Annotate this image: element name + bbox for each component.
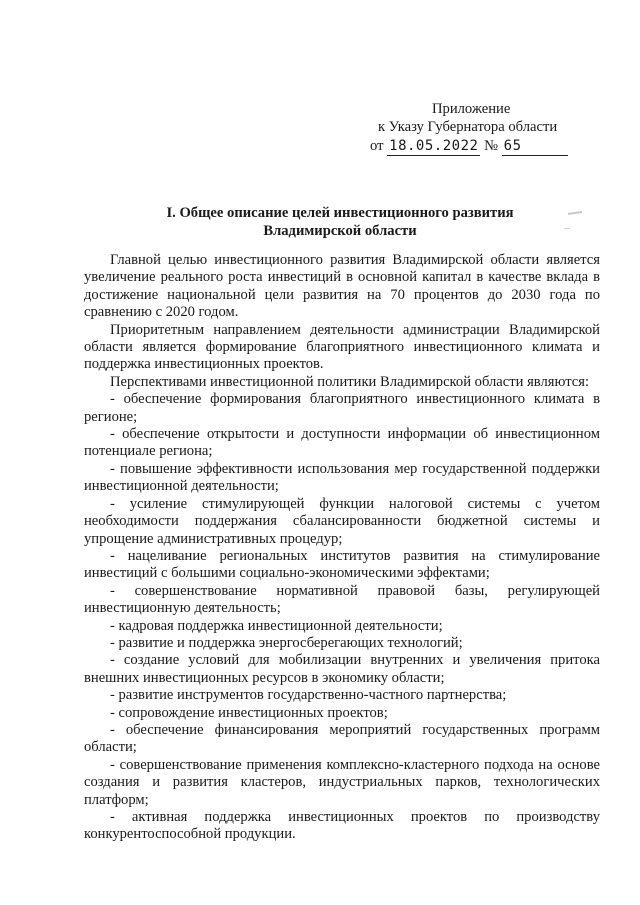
appendix-label: Приложение [432, 101, 511, 117]
paragraph: Перспективами инвестиционной политики Владимирской области являются: [110, 373, 589, 390]
number-sign: № [484, 137, 502, 154]
section-title-line-2: Владимирской области [263, 223, 417, 240]
appendix-decree-line: к Указу Губернатора области [378, 119, 558, 136]
list-item: - обеспечение открытости и доступности информации об инвестиционном потенциале региона; [84, 426, 600, 460]
list-item: - развитие и поддержка энергосберегающих технологий; [110, 634, 463, 651]
list-item: - совершенствование применения комплексно-кластерного подхода на основе создания и развития кластеров, индустриальных парков, технологических платформ; [84, 756, 600, 808]
list-item: - обеспечение формирования благоприятного инвестиционного климата в регионе; [84, 391, 600, 425]
list-item: - повышение эффективности использования мер государственной поддержки инвестиционной деятельности; [84, 460, 600, 495]
list-item: - развитие инструментов государственно-частного партнерства; [110, 687, 507, 704]
number-underline [524, 141, 568, 156]
list-item: - нацеливание региональных институтов развития на стимулирование инвестиций с большими социально-экономическими эффектами; [84, 547, 600, 582]
list-item: - сопровождение инвестиционных проектов; [110, 704, 388, 721]
paragraph: Приоритетным направлением деятельности администрации Владимирской области является формирование благоприятного инвестиционного климата и поддержка инвестиционных проектов. [84, 321, 600, 373]
section-title [90, 204, 590, 241]
list-item: - усиление стимулирующей функции налоговой системы с учетом необходимости поддержания сбалансированности бюджетной системы и упрощение административных процедур; [84, 495, 600, 547]
paragraph: Главной целью инвестиционного развития Владимирской области является увеличение реального роста инвестиций в основной капитал в качестве вклада в достижение национальной цели развития на 70 процентов до 2030 года по сравнению с 2020 годом. [84, 252, 600, 321]
decree-number: 65 [502, 137, 524, 156]
document-body [84, 252, 600, 844]
section-title-line-1: I. Общее описание целей инвестиционного развития [166, 205, 514, 221]
appendix-date-line [370, 137, 610, 156]
decree-date: 18.05.2022 [387, 137, 480, 156]
appendix-header [370, 100, 610, 156]
list-item: - обеспечение финансирования мероприятий государственных программ области; [84, 721, 600, 756]
list-item: - создание условий для мобилизации внутренних и увеличения притока внешних инвестиционных ресурсов в экономику области; [84, 652, 600, 686]
list-item: - совершенствование нормативной правовой базы, регулирующей инвестиционную деятельность; [84, 582, 600, 617]
list-item: - кадровая поддержка инвестиционной деятельности; [110, 617, 443, 634]
list-item: - активная поддержка инвестиционных проектов по производству конкурентоспособной продукции. [84, 809, 600, 843]
date-prefix: от [370, 137, 388, 154]
